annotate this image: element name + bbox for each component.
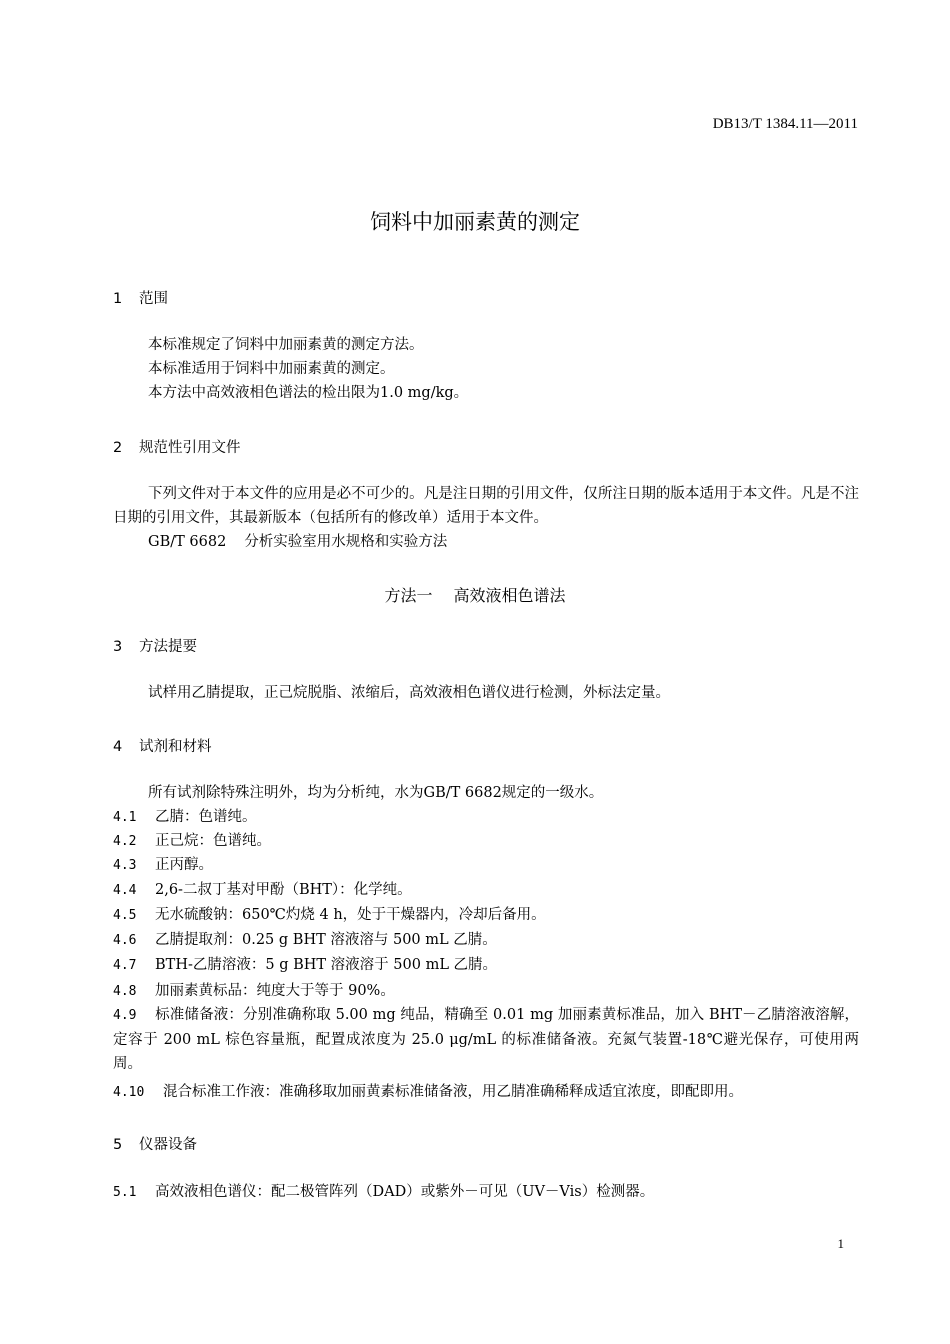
item-number: 4.6 xyxy=(113,933,137,948)
section-title: 试剂和材料 xyxy=(139,739,212,755)
section-4-heading xyxy=(113,735,212,756)
section-3-paragraph: 试样用乙腈提取，正己烷脱脂、浓缩后，高效液相色谱仪进行检测，外标法定量。 xyxy=(148,685,670,701)
section-2-heading xyxy=(113,436,241,457)
section-2-paragraph: 下列文件对于本文件的应用是必不可少的。凡是注日期的引用文件，仅所注日期的版本适用于本文件。凡是不注日期的引用文件，其最新版本（包括所有的修改单）适用于本文件。 xyxy=(113,486,859,526)
list-item xyxy=(113,878,412,903)
section-3-heading xyxy=(113,635,197,656)
item-text: 正己烷：色谱纯。 xyxy=(155,833,271,849)
section-4-intro: 所有试剂除特殊注明外，均为分析纯，水为GB/T 6682规定的一级水。 xyxy=(148,785,604,801)
list-item xyxy=(113,979,395,1004)
item-number: 5.1 xyxy=(113,1185,137,1200)
section-1-line-3: 本方法中高效液相色谱法的检出限为1.0 mg/kg。 xyxy=(148,385,469,401)
list-item xyxy=(113,953,497,978)
item-text: BTH-乙腈溶液：5 g BHT 溶液溶于 500 mL 乙腈。 xyxy=(155,957,498,973)
page-number: 1 xyxy=(837,1236,844,1251)
standard-code: DB13/T 1384.11—2011 xyxy=(712,116,858,132)
item-text: 混合标准工作液：准确移取加丽黄素标准储备液，用乙腈准确稀释成适宜浓度，即配即用。 xyxy=(163,1084,743,1100)
list-item xyxy=(113,853,213,878)
list-item xyxy=(113,1180,654,1205)
item-number: 4.8 xyxy=(113,984,137,999)
reference-title: 分析实验室用水规格和实验方法 xyxy=(244,534,448,550)
document-title: 饲料中加丽素黄的测定 xyxy=(370,210,580,234)
item-number: 4.2 xyxy=(113,834,137,849)
list-item xyxy=(113,829,271,854)
section-number: 3 xyxy=(113,639,123,655)
list-item xyxy=(113,903,546,928)
item-text: 高效液相色谱仪：配二极管阵列（DAD）或紫外－可见（UV－Vis）检测器。 xyxy=(155,1184,655,1200)
item-text: 标准储备液：分别准确称取 5.00 mg 纯品，精确至 0.01 mg 加丽素黄标准品，加入 BHT－乙腈溶液溶解，定容于 200 mL 棕色容量瓶，配置成浓度为 25.0 μg/mL 的标准储备液。充氮气装置-18℃避光保存，可使用两周。 xyxy=(113,1007,859,1072)
section-1-line-2: 本标准适用于饲料中加丽素黄的测定。 xyxy=(148,361,395,377)
section-1-line-1: 本标准规定了饲料中加丽素黄的测定方法。 xyxy=(148,337,424,353)
item-text: 正丙醇。 xyxy=(155,857,213,873)
item-text: 2,6-二叔丁基对甲酚（BHT）：化学纯。 xyxy=(155,882,412,898)
item-number: 4.10 xyxy=(113,1085,145,1100)
item-number: 4.3 xyxy=(113,858,137,873)
section-title: 范围 xyxy=(139,291,168,307)
section-1-heading xyxy=(113,287,168,308)
section-title: 仪器设备 xyxy=(139,1137,197,1153)
method-heading: 方法一 高效液相色谱法 xyxy=(384,586,566,605)
item-text: 无水硫酸钠：650℃灼烧 4 h，处于干燥器内，冷却后备用。 xyxy=(155,907,546,923)
normative-reference xyxy=(148,530,447,554)
item-text: 乙腈提取剂：0.25 g BHT 溶液溶与 500 mL 乙腈。 xyxy=(155,932,497,948)
list-item xyxy=(113,1080,743,1105)
list-item xyxy=(113,928,497,953)
item-number: 4.9 xyxy=(113,1008,137,1023)
list-item-multiline xyxy=(113,1003,859,1076)
reference-code: GB/T 6682 xyxy=(148,534,227,550)
item-number: 4.1 xyxy=(113,810,137,825)
item-text: 加丽素黄标品：纯度大于等于 90%。 xyxy=(155,983,395,999)
section-number: 2 xyxy=(113,440,123,456)
section-title: 规范性引用文件 xyxy=(139,440,241,456)
section-5-heading xyxy=(113,1133,197,1154)
section-number: 1 xyxy=(113,291,123,307)
section-number: 4 xyxy=(113,739,123,755)
section-number: 5 xyxy=(113,1137,123,1153)
item-number: 4.7 xyxy=(113,958,137,973)
section-title: 方法提要 xyxy=(139,639,197,655)
list-item xyxy=(113,805,257,830)
item-number: 4.5 xyxy=(113,908,137,923)
item-number: 4.4 xyxy=(113,883,137,898)
item-text: 乙腈：色谱纯。 xyxy=(155,809,257,825)
